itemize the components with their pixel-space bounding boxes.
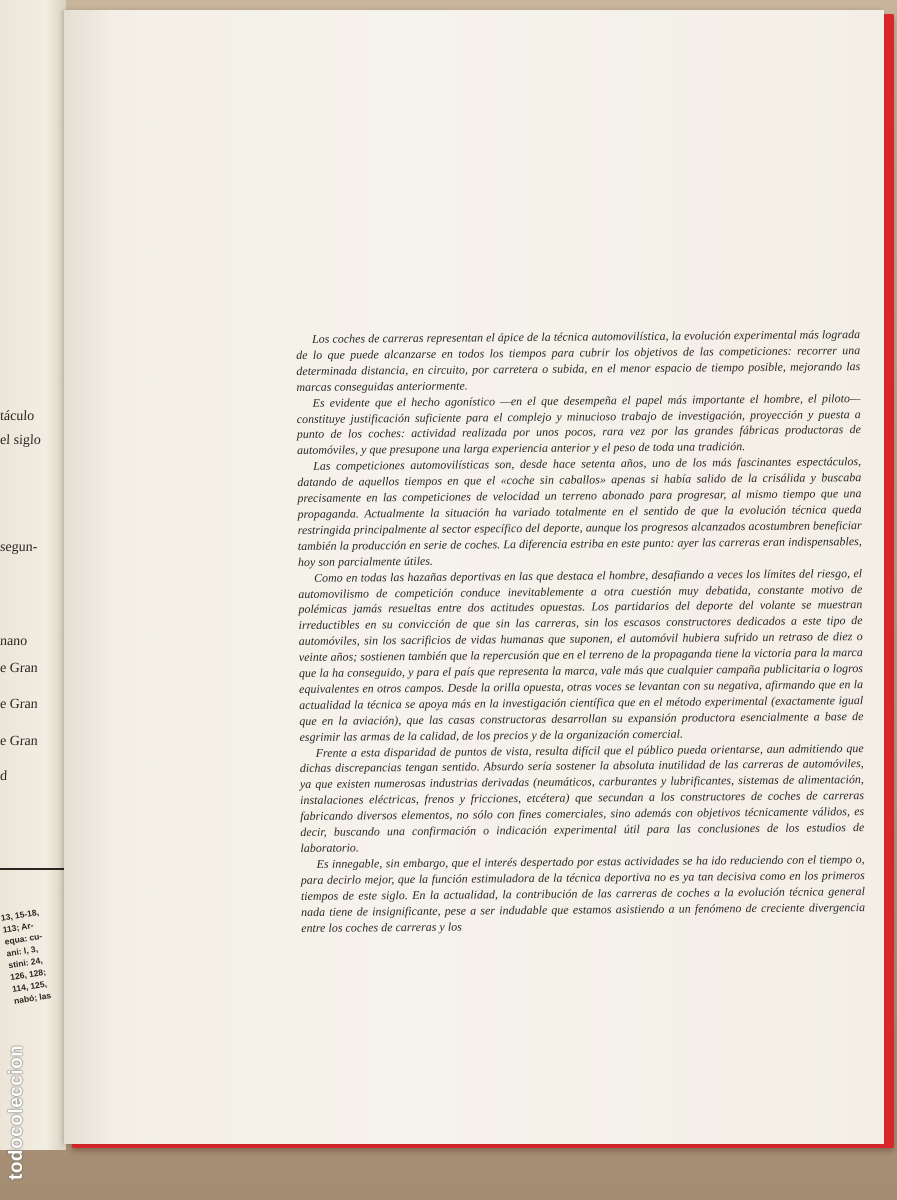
watermark-logo: todocoleccion — [6, 1044, 27, 1180]
footnote-line: equa: cu- — [3, 930, 43, 947]
body-text — [296, 327, 865, 936]
left-facing-page — [0, 0, 66, 1150]
book-page — [64, 10, 884, 1144]
footnote-line: nabó; las — [13, 990, 52, 1006]
left-text-fragment: e Gran — [0, 697, 39, 712]
left-text-fragment: e Gran — [0, 661, 39, 676]
left-text-fragment: e Gran — [0, 734, 39, 749]
left-text-fragment: nano — [0, 634, 28, 649]
paragraph: Los coches de carreras representan el ápice de la técnica automovilística, la evolución experimental más lograda de lo que puede alcanzarse en todos los tiempos para cubrir los objetivos de las competiciones: recorrer una determinada distancia, en circuito, por carretera o subida, en el menor espacio de tiempo posible, mejorando las marcas conseguidas anteriormente. — [296, 327, 861, 394]
footnote-line: 114, 125, — [11, 978, 48, 994]
paragraph: Como en todas las hazañas deportivas en las que destaca el hombre, desafiando a veces los límites del riesgo, el automovilismo de competición conduce inevitablemente a otra cuestión muy debatida, constante motivo de polémicas jamás resueltas entre dos actitudes opuestas. Los partidarios del deporte del volante se muestran irreductibles en su convicción de que sin las carreras, sin los escasos constructores dedicados a este tipo de automóviles, sin los sacrificios de vidas humanas que suponen, el automóvil hubiera sufrido un retraso de diez o veinte años; sostienen también que la repercusión que en el terreno de la propaganda tiene la victoria para la marca que la ha conseguido, y para el país que representa la marca, vale más que cualquier campaña publicitaria o logros equivalentes en otros campos. Desde la orilla opuesta, otras voces se levantan con su negativa, afirmando que en la actualidad la técnica se apoya más en la investigación científica que en el método experimental (exactamente igual que en la aviación), que las casas constructoras desarrollan su expansión productora esencialmente a base de esgrimir las armas de la calidad, de los precios y de la organización comercial. — [298, 565, 864, 744]
left-text-fragment: segun- — [0, 540, 38, 555]
paragraph: Es evidente que el hecho agonístico —en el que desempeña el papel más importante el hombre, el piloto— constituye justificación suficiente para el complejo y minucioso trabajo de investigación, proyección y puesta a punto de los coches: actividad realizada por unos pocos, rara vez por las grandes fábricas productoras de automóviles, y que presupone una larga experiencia anterior y el peso de toda una tradición. — [296, 390, 861, 458]
left-text-fragment: táculo — [0, 409, 35, 424]
footnote-divider — [0, 868, 66, 870]
left-text-fragment: el siglo — [0, 433, 42, 448]
footnote-line: stini: 24, — [7, 955, 44, 971]
paragraph: Frente a esta disparidad de puntos de vista, resulta difícil que el público pueda orientarse, aun admitiendo que dichas discrepancias tengan sentido. Absurdo sería sostener la absoluta inutilidad de las carreras de automóviles, ya que existen numerosas industrias derivadas (neumáticos, carburantes y lubrificantes, sistemas de alimentación, instalaciones eléctricas, frenos y fricciones, etcétera) que secundan a los constructores de coches de carreras fabricando diversos elementos, no sólo con fines comerciales, sino además con objetivos técnicamente válidos, es decir, buscando una confirmación o indicación experimental útil para las conclusiones de los estudios de laboratorio. — [299, 740, 865, 855]
footnote-line: 126, 128; — [9, 966, 47, 983]
left-footnotes — [0, 902, 66, 1007]
footnote-line: ani: l, 3, — [5, 943, 39, 959]
footnote-line: 13, 15-18, — [0, 906, 40, 923]
left-text-fragment: d — [0, 769, 8, 784]
footnote-line: 113; Ar- — [2, 920, 35, 935]
paragraph: Es innegable, sin embargo, que el interés despertado por estas actividades se ha ido reduciendo con el tiempo o, para decirlo mejor, que la función estimuladora de la técnica deportiva no es ya tan decisiva como en los primeros tiempos de este siglo. En la actualidad, la contribución de las carreras de coches a la evolución técnica general nada tiene de insignificante, pese a ser indudable que estamos asistiendo a un fenómeno de creciente divergencia entre los coches de carreras y los — [300, 851, 866, 935]
paragraph: Las competiciones automovilísticas son, desde hace setenta años, uno de los más fascinantes espectáculos, datando de aquellos tiempos en que el «coche sin caballos» apenas si había salido de la crisálida y buscaba precisamente en las competiciones de velocidad un terreno abonado para progresar, al mismo tiempo que una propaganda. Actualmente la situación ha variado totalmente en el sentido de que la evolución técnica queda restringida principalmente al sector específico del deporte, aunque los progresos alcanzados acostumbren beneficiar también la producción en serie de coches. La diferencia estriba en este punto: ayer las carreras eran indispensables, hoy son parcialmente útiles. — [297, 454, 862, 569]
